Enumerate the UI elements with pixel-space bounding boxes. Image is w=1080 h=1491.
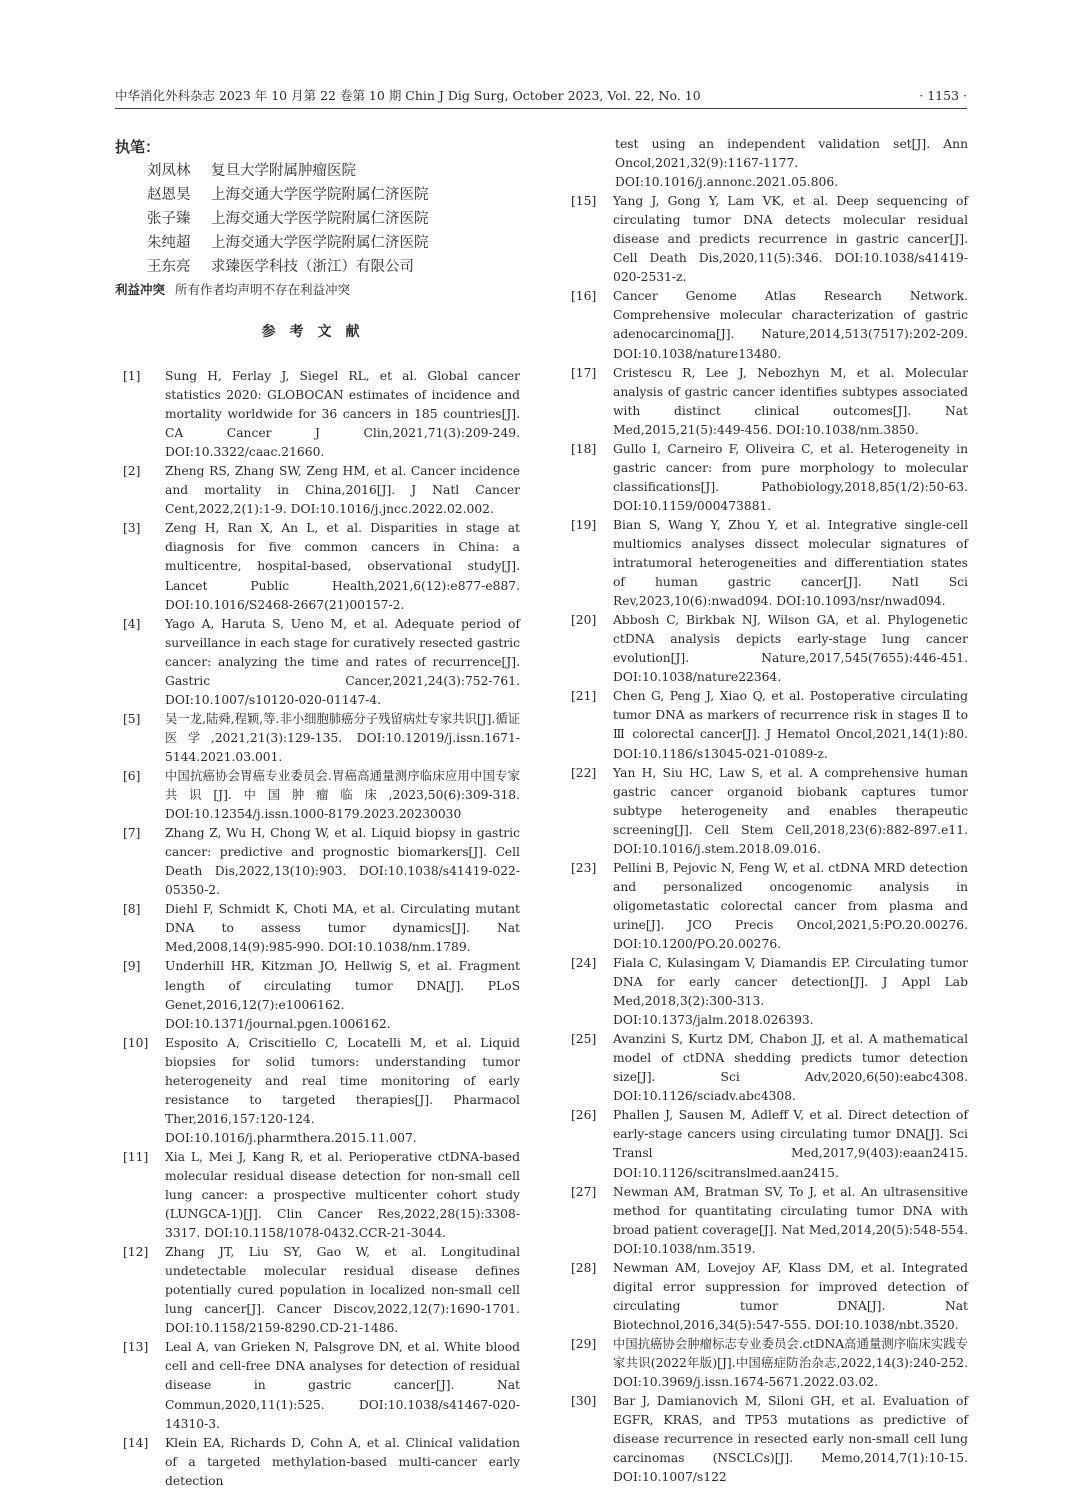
author-affiliation: 复旦大学附属肿瘤医院 <box>211 163 356 179</box>
reference-list-left <box>115 367 520 1491</box>
reference-number: [28] <box>571 1260 597 1275</box>
reference-item <box>563 440 968 516</box>
reference-item <box>115 462 520 519</box>
reference-number: [10] <box>123 1035 149 1050</box>
reference-item <box>563 1335 968 1392</box>
reference-text: Xia L, Mei J, Kang R, et al. Perioperative ctDNA-based molecular residual disease detection for non-small cell lung cancer: a prospective multicenter cohort study (LUNGCA-1)[J]. Clin Cancer Res,2022,28(15):3308-3317. DOI:10.1158/1078-0432.CCR-21-3044. <box>165 1149 520 1241</box>
reference-number: [23] <box>571 860 597 875</box>
author-name: 王东亮 <box>147 259 191 275</box>
reference-text: Avanzini S, Kurtz DM, Chabon JJ, et al. A mathematical model of ctDNA shedding predicts tumor detection size[J]. Sci Adv,2020,6(50):eabc4308. DOI:10.1126/sciadv.abc4308. <box>613 1032 968 1104</box>
conflict-of-interest <box>115 279 520 301</box>
reference-item <box>115 824 520 900</box>
reference-item <box>563 611 968 687</box>
reference-text: 吴一龙,陆舜,程颖,等.非小细胞肺癌分子残留病灶专家共识[J].循证医学,2021,21(3):129-135. DOI:10.12019/j.issn.1671-5144.2021.03.001. <box>165 711 520 764</box>
reference-item <box>563 859 968 954</box>
reference-text: Bar J, Damianovich M, Siloni GH, et al. Evaluation of EGFR, KRAS, and TP53 mutations as predictive of disease recurrence in resected early non-small cell lung carcinomas (NSCLCs)[J]. Memo,2014,7(1):10-15. DOI:10.1007/s122 <box>613 1394 968 1485</box>
reference-text: Esposito A, Criscitiello C, Locatelli M, et al. Liquid biopsies for solid tumors: understanding tumor heterogeneity and real time monitoring of early resistance to targeted therapies[J]. Pharmacol Ther,2016,157:120-124. DOI:10.1016/j.pharmthera.2015.11.007. <box>165 1035 520 1145</box>
reference-item <box>115 615 520 710</box>
reference-text: Zhang Z, Wu H, Chong W, et al. Liquid biopsy in gastric cancer: predictive and prognostic biomarkers[J]. Cell Death Dis,2022,13(10):903. DOI:10.1038/s41419-022-05350-2. <box>165 826 520 898</box>
reference-number: [4] <box>123 616 141 631</box>
reference-text: Leal A, van Grieken N, Palsgrove DN, et al. White blood cell and cell-free DNA analyses for detection of residual disease in gastric cancer[J]. Nat Commun,2020,11(1):525. DOI:10.1038/s41467-020-14310-3. <box>165 1340 520 1431</box>
reference-number: [12] <box>123 1245 149 1260</box>
reference-item <box>563 364 968 440</box>
author-affiliation: 上海交通大学医学院附属仁济医院 <box>211 187 429 203</box>
references-title: 参考文献 <box>261 324 374 340</box>
author-name: 赵恩昊 <box>147 187 191 203</box>
reference-item <box>563 954 968 1030</box>
reference-item <box>115 519 520 614</box>
author-entry <box>115 207 520 231</box>
reference-item <box>563 516 968 611</box>
reference-text: Yang J, Gong Y, Lam VK, et al. Deep sequencing of circulating tumor DNA detects molecular residual disease and predicts recurrence in gastric cancer[J]. Cell Death Dis,2020,11(5):346. DOI:10.1038/s41419-020-2531-z. <box>613 194 968 285</box>
reference-number: [19] <box>571 517 597 532</box>
reference-item <box>115 900 520 957</box>
reference-number: [16] <box>571 289 597 304</box>
reference-number: [9] <box>123 959 141 974</box>
author-list <box>115 159 520 279</box>
authors-heading: 执笔： <box>115 138 161 156</box>
conflict-text: 所有作者均声明不存在利益冲突 <box>175 282 351 297</box>
reference-number: [18] <box>571 441 597 456</box>
reference-text: Chen G, Peng J, Xiao Q, et al. Postoperative circulating tumor DNA as markers of recurrence risk in stages Ⅱ to Ⅲ colorectal cancer[J]. J Hematol Oncol,2021,14(1):80. DOI:10.1186/s13045-021-01089-z. <box>613 689 968 761</box>
reference-number: [11] <box>123 1149 149 1164</box>
author-affiliation: 上海交通大学医学院附属仁济医院 <box>211 211 429 227</box>
reference-item <box>563 192 968 287</box>
author-name: 朱纯超 <box>147 235 191 251</box>
reference-item <box>115 367 520 462</box>
reference-text: Gullo I, Carneiro F, Oliveira C, et al. Heterogeneity in gastric cancer: from pure morphology to molecular classifications[J]. Pathobiology,2018,85(1/2):50-63. DOI:10.1159/000473881. <box>613 441 968 513</box>
right-column <box>563 135 968 1487</box>
reference-number: [29] <box>571 1336 597 1351</box>
reference-list-right <box>563 192 968 1487</box>
reference-text: 中国抗癌协会胃癌专业委员会.胃癌高通量测序临床应用中国专家共识[J].中国肿瘤临床,2023,50(6):309-318. DOI:10.12354/j.issn.1000-8179.2023.20230030 <box>165 768 520 822</box>
reference-number: [25] <box>571 1032 597 1047</box>
reference-item <box>563 1106 968 1182</box>
reference-text: Bian S, Wang Y, Zhou Y, et al. Integrative single-cell multiomics analyses dissect molecular signatures of intratumoral heterogeneities and differentiation states of human gastric cancer[J]. Natl Sci Rev,2023,10(6):nwad094. DOI:10.1093/nsr/nwad094. <box>613 517 968 609</box>
reference-text: Pellini B, Pejovic N, Feng W, et al. ctDNA MRD detection and personalized oncogenomic analysis in oligometastatic colorectal cancer from plasma and urine[J]. JCO Precis Oncol,2021,5:PO.20.00276. DOI:10.1200/PO.20.00276. <box>613 860 968 951</box>
reference-item <box>115 1434 520 1491</box>
reference-number: [6] <box>123 768 141 783</box>
reference-text: Diehl F, Schmidt K, Choti MA, et al. Circulating mutant DNA to assess tumor dynamics[J]. Nat Med,2008,14(9):985-990. DOI:10.1038/nm.1789. <box>165 902 520 955</box>
reference-text: 中国抗癌协会肿瘤标志专业委员会.ctDNA高通量测序临床实践专家共识(2022年版)[J].中国癌症防治杂志,2022,14(3):240-252. DOI:10.3969/j.issn.1674-5671.2022.03.02. <box>613 1336 968 1390</box>
author-affiliation: 上海交通大学医学院附属仁济医院 <box>211 235 429 251</box>
page-number: · 1153 · <box>919 88 967 103</box>
reference-number: [17] <box>571 365 597 380</box>
reference-item <box>115 1243 520 1338</box>
reference-text: Cancer Genome Atlas Research Network. Comprehensive molecular characterization of gastric adenocarcinoma[J]. Nature,2014,513(7517):202-209. DOI:10.1038/nature13480. <box>613 289 968 361</box>
author-entry <box>115 183 520 207</box>
reference-item <box>563 1392 968 1487</box>
reference-number: [7] <box>123 826 141 841</box>
author-name: 刘凤林 <box>147 163 191 179</box>
reference-text: Zhang JT, Liu SY, Gao W, et al. Longitudinal undetectable molecular residual disease defines potentially cured population in localized non-small cell lung cancer[J]. Cancer Discov,2022,12(7):1690-1701. DOI:10.1158/2159-8290.CD-21-1486. <box>165 1245 520 1336</box>
journal-info: 中华消化外科杂志 2023 年 10 月第 22 卷第 10 期 Chin J Dig Surg, October 2023, Vol. 22, No. 10 <box>115 88 701 103</box>
author-name: 张子臻 <box>147 211 191 227</box>
reference-text: Zheng RS, Zhang SW, Zeng HM, et al. Cancer incidence and mortality in China,2016[J]. J Natl Cancer Cent,2022,2(1):1-9. DOI:10.1016/j.jncc.2022.02.002. <box>165 464 520 517</box>
reference-number: [24] <box>571 956 597 971</box>
author-entry <box>115 159 520 183</box>
reference-number: [14] <box>123 1435 149 1450</box>
reference-number: [26] <box>571 1108 597 1123</box>
reference-item <box>115 957 520 1033</box>
author-entry <box>115 231 520 255</box>
reference-number: [20] <box>571 613 597 628</box>
reference-number: [5] <box>123 711 141 726</box>
reference-text: Fiala C, Kulasingam V, Diamandis EP. Circulating tumor DNA for early cancer detection[J]. J Appl Lab Med,2018,3(2):300-313. DOI:10.1373/jalm.2018.026393. <box>613 956 968 1028</box>
reference-number: [21] <box>571 689 597 704</box>
reference-item <box>115 1338 520 1433</box>
reference-number: [8] <box>123 902 141 917</box>
reference-text: Yago A, Haruta S, Ueno M, et al. Adequate period of surveillance in each stage for curatively resected gastric cancer: analyzing the time and rates of recurrence[J]. Gastric Cancer,2021,24(3):752-761. DOI:10.1007/s10120-020-01147-4. <box>165 616 520 707</box>
reference-text: Newman AM, Lovejoy AF, Klass DM, et al. Integrated digital error suppression for improved detection of circulating tumor DNA[J]. Nat Biotechnol,2016,34(5):547-555. DOI:10.1038/nbt.3520. <box>613 1260 968 1332</box>
reference-number: [3] <box>123 521 141 536</box>
reference-item <box>115 767 520 824</box>
author-entry <box>115 255 520 279</box>
reference-text: Klein EA, Richards D, Cohn A, et al. Clinical validation of a targeted methylation-based multi-cancer early detection <box>165 1435 520 1488</box>
reference-text: Yan H, Siu HC, Law S, et al. A comprehensive human gastric cancer organoid biobank captures tumor subtype heterogeneity and enables therapeutic screening[J]. Cell Stem Cell,2018,23(6):882-897.e11. DOI:10.1016/j.stem.2018.09.016. <box>613 765 968 856</box>
reference-item <box>563 1030 968 1106</box>
reference-number: [15] <box>571 194 597 209</box>
reference-text: Abbosh C, Birkbak NJ, Wilson GA, et al. Phylogenetic ctDNA analysis depicts early-stage lung cancer evolution[J]. Nature,2017,545(7655):446-451. DOI:10.1038/nature22364. <box>613 613 968 685</box>
reference-item <box>563 1183 968 1259</box>
reference-text: Cristescu R, Lee J, Nebozhyn M, et al. Molecular analysis of gastric cancer identifies subtypes associated with distinct clinical outcomes[J]. Nat Med,2015,21(5):449-456. DOI:10.1038/nm.3850. <box>613 365 968 437</box>
reference-item <box>115 1148 520 1243</box>
reference-text: Newman AM, Bratman SV, To J, et al. An ultrasensitive method for quantitating circulating tumor DNA with broad patient coverage[J]. Nat Med,2014,20(5):548-554. DOI:10.1038/nm.3519. <box>613 1184 968 1256</box>
reference-item <box>115 710 520 767</box>
reference-text: Zeng H, Ran X, An L, et al. Disparities in stage at diagnosis for five common cancers in China: a multicentre, hospital-based, observational study[J]. Lancet Public Health,2021,6(12):e877-e887. DOI:10.1016/S2468-2667(21)00157-2. <box>165 521 520 612</box>
reference-number: [13] <box>123 1340 149 1355</box>
reference-number: [30] <box>571 1394 597 1409</box>
left-column <box>115 135 520 1491</box>
reference-number: [27] <box>571 1184 597 1199</box>
conflict-label: 利益冲突 <box>115 282 166 297</box>
reference-item <box>115 1034 520 1148</box>
reference-item <box>563 1259 968 1335</box>
author-affiliation: 求臻医学科技（浙江）有限公司 <box>211 259 414 275</box>
reference-text: Phallen J, Sausen M, Adleff V, et al. Direct detection of early-stage cancers using circulating tumor DNA[J]. Sci Transl Med,2017,9(403):eaan2415. DOI:10.1126/scitranslmed.aan2415. <box>613 1108 968 1180</box>
reference-number: [22] <box>571 765 597 780</box>
reference-text: Sung H, Ferlay J, Siegel RL, et al. Global cancer statistics 2020: GLOBOCAN estimates of incidence and mortality worldwide for 36 cancers in 185 countries[J]. CA Cancer J Clin,2021,71(3):209-249. DOI:10.3322/caac.21660. <box>165 369 520 460</box>
reference-item <box>563 764 968 859</box>
reference-continuation: test using an independent validation set[J]. Ann Oncol,2021,32(9):1167-1177. DOI:10.1016/j.annonc.2021.05.806. <box>615 137 968 190</box>
reference-item <box>563 287 968 363</box>
reference-number: [2] <box>123 464 141 479</box>
reference-item <box>563 687 968 763</box>
reference-text: Underhill HR, Kitzman JO, Hellwig S, et al. Fragment length of circulating tumor DNA[J]. PLoS Genet,2016,12(7):e1006162. DOI:10.1371/journal.pgen.1006162. <box>165 959 520 1031</box>
reference-number: [1] <box>123 369 141 383</box>
running-header <box>115 86 967 109</box>
